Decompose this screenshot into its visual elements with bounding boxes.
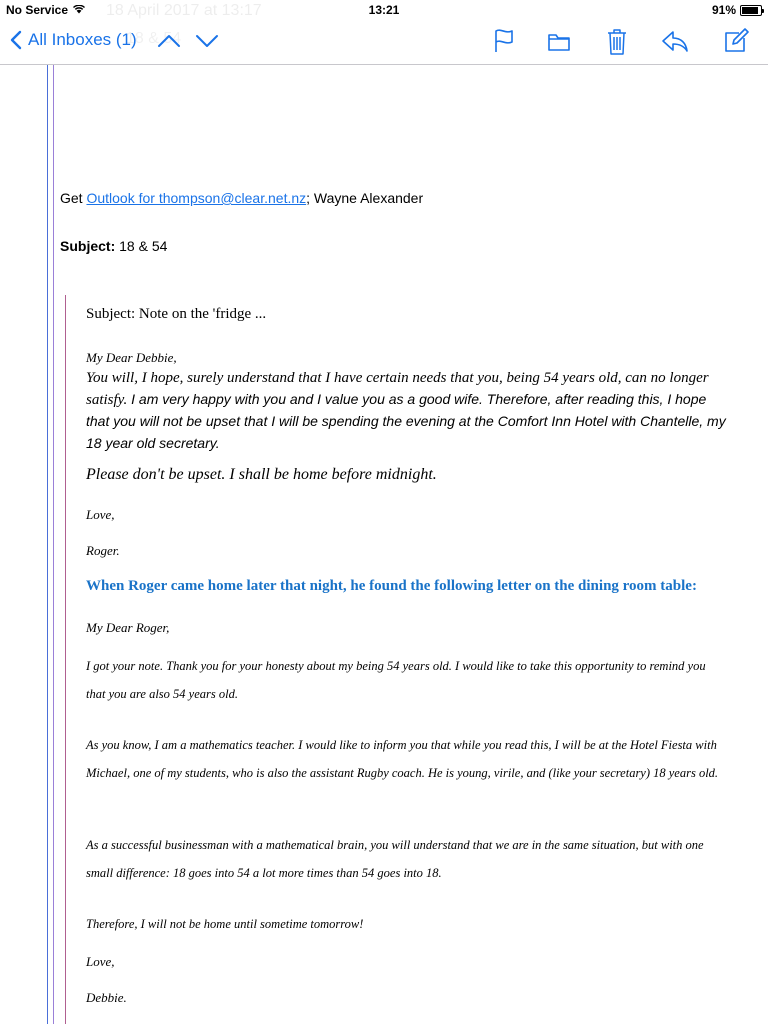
chevron-up-icon xyxy=(157,33,181,49)
carrier-label: No Service xyxy=(6,3,69,17)
quoted-subject: Subject: Note on the 'fridge ... xyxy=(86,306,267,322)
compose-button[interactable] xyxy=(723,28,749,59)
trash-button[interactable] xyxy=(606,28,628,61)
subject-value: 18 & 54 xyxy=(115,238,168,254)
flag-icon xyxy=(493,28,515,54)
outlook-signature-line xyxy=(60,190,423,206)
roger-note-serif: You will, I hope, surely understand that I have certain needs that you, being 54 years old, can no longer satisfy. xyxy=(86,370,709,408)
roger-signoff: Love, xyxy=(86,507,115,522)
debbie-signature: Debbie. xyxy=(86,990,127,1005)
ghost-date-text: 18 April 2017 at 13:17 xyxy=(106,2,262,19)
get-prefix: Get xyxy=(60,190,87,206)
flag-button[interactable] xyxy=(493,28,515,59)
debbie-paragraph-3: As a successful businessman with a mathematical brain, you will understand that we are in the same situation, but with one small difference: 18 goes into 54 a lot more times than 54 goes into 18. xyxy=(86,838,704,880)
subject-label: Subject: xyxy=(60,238,116,254)
debbie-paragraph-4: Therefore, I will not be home until sometime tomorrow! xyxy=(86,917,364,931)
greeting-debbie: My Dear Debbie, xyxy=(86,350,177,365)
chevron-down-icon xyxy=(195,33,219,49)
debbie-signoff: Love, xyxy=(86,954,115,969)
reply-icon xyxy=(661,28,689,54)
roger-note-paragraph xyxy=(86,368,726,455)
thread-line-inner xyxy=(53,65,54,1024)
outlook-link[interactable]: Outlook for thompson@clear.net.nz xyxy=(86,190,307,206)
roger-upset-line: Please don't be upset. I shall be home before midnight. xyxy=(86,466,437,483)
folder-icon xyxy=(547,28,571,54)
thread-line-outer xyxy=(47,65,48,1024)
battery-icon xyxy=(740,5,762,16)
battery-fill xyxy=(742,7,758,14)
previous-message-button[interactable] xyxy=(157,33,181,54)
compose-icon xyxy=(723,28,749,54)
forwarded-subject xyxy=(60,238,167,254)
debbie-paragraph-1: I got your note. Thank you for your honesty about my being 54 years old. I would like to take this opportunity to remind you that you are also 54 years old. xyxy=(86,659,706,701)
roger-note-sans: I am very happy with you and I value you as a good wife. Therefore, after reading this, I hope that you will not be upset that I will be spending the evening at the Comfort Inn Hotel with Chantelle, my 18 year old secretary. xyxy=(86,391,726,451)
back-button-label: All Inboxes (1) xyxy=(28,30,137,49)
trash-icon xyxy=(606,28,628,56)
battery-percent: 91% xyxy=(711,3,736,17)
story-heading: When Roger came home later that night, he found the following letter on the dining room table: xyxy=(86,578,697,594)
back-to-inboxes-button[interactable] xyxy=(10,30,137,50)
greeting-roger: My Dear Roger, xyxy=(86,620,170,635)
battery-status xyxy=(712,3,762,17)
next-message-button[interactable] xyxy=(195,33,219,54)
ghost-subject-text: 18 & 54 xyxy=(126,30,182,47)
chevron-left-icon xyxy=(10,30,22,50)
mail-toolbar xyxy=(0,20,768,65)
quote-bar xyxy=(65,295,66,1024)
roger-signature: Roger. xyxy=(86,543,120,558)
reply-button[interactable] xyxy=(661,28,689,59)
debbie-paragraph-2: As you know, I am a mathematics teacher. I would like to inform you that while you read this, I will be at the Hotel Fiesta with Michael, one of my students, who is also the assistant Rugby coach. He is young, virile, and (like your secretary) 18 years old. xyxy=(86,738,719,780)
status-time: 13:21 xyxy=(368,3,400,17)
recipient-name: ; Wayne Alexander xyxy=(306,190,424,206)
status-bar xyxy=(0,0,768,20)
move-to-folder-button[interactable] xyxy=(547,28,571,59)
